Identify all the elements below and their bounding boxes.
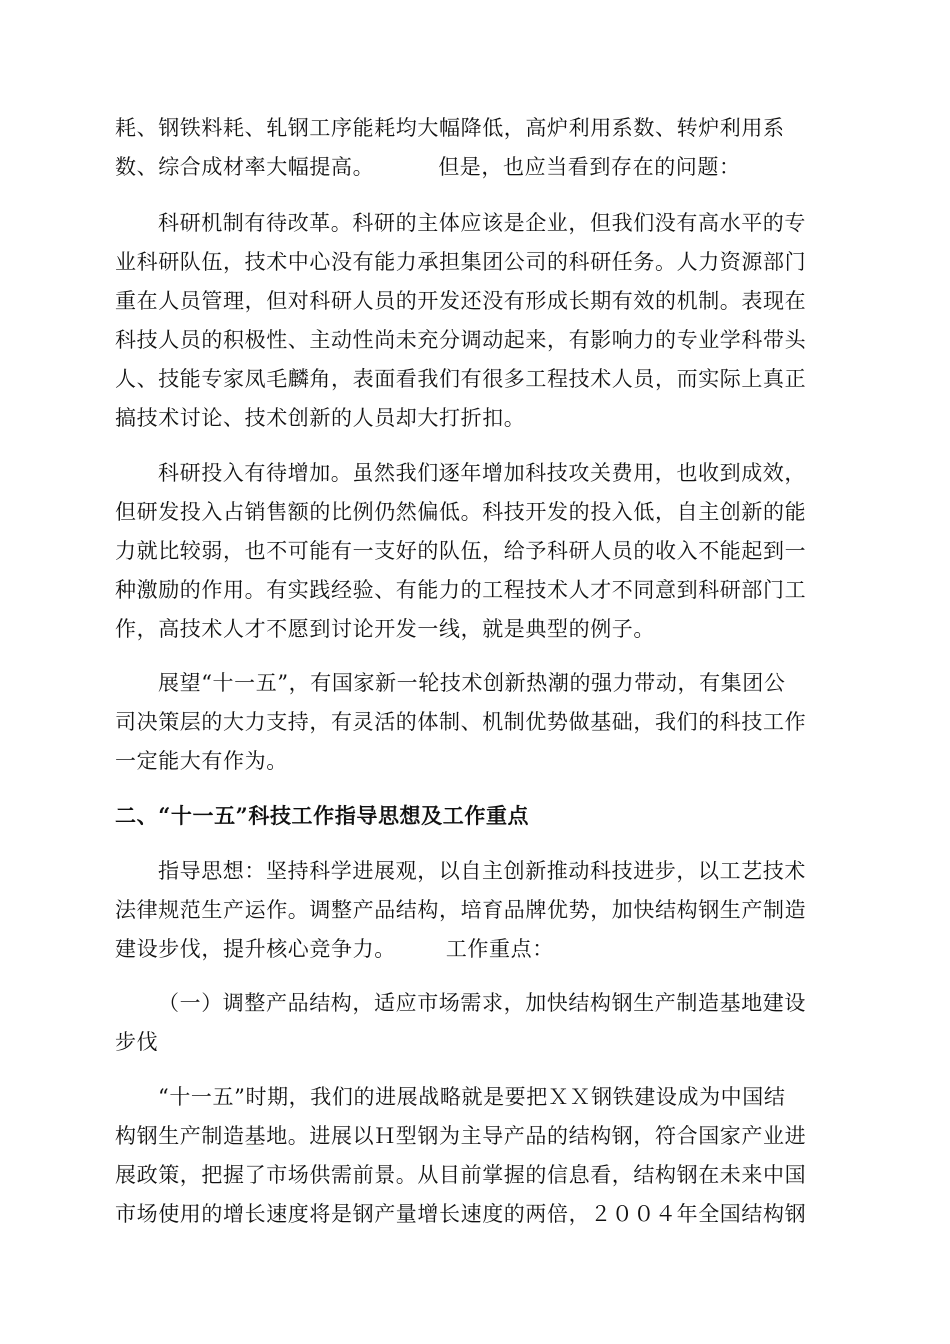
text-line: 但研发投入占销售额的比例仍然偏低。科技开发的投入低，自主创新的能 [115,500,807,524]
paragraph-start: 展望“十一五”，有国家新一轮技术创新热潮的强力带动，有集团公 [158,671,786,695]
text-line: 力就比较弱，也不可能有一支好的队伍，给予科研人员的收入不能起到一 [115,539,807,563]
subheading: （一）调整产品结构，适应市场需求，加快结构钢生产制造基地建设 [158,991,806,1015]
text-line: 法律规范生产运作。调整产品结构，培育品牌优势，加快结构钢生产制造 [115,898,807,922]
text-line: 种激励的作用。有实践经验、有能力的工程技术人才不同意到科研部门工 [115,578,807,602]
section-heading: 二、“十一五”科技工作指导思想及工作重点 [115,803,530,828]
text-line: 作，高技术人才不愿到讨论开发一线，就是典型的例子。 [115,617,655,641]
text-segment: 建设步伐，提升核心竞争力。 [115,937,396,961]
text-line: 市场使用的增长速度将是钢产量增长速度的两倍，２００４年全国结构钢 [115,1202,807,1226]
text-line: 科技人员的积极性、主动性尚未充分调动起来，有影响力的专业学科带头 [115,328,807,352]
text-line: 耗、钢铁料耗、轧钢工序能耗均大幅降低，高炉利用系数、转炉利用系 [115,116,785,140]
text-line: 步伐 [115,1030,159,1054]
paragraph-start: “十一五”时期，我们的进展战略就是要把ＸＸ钢铁建设成为中国结 [158,1085,786,1109]
text-segment: 但是，也应当看到存在的问题： [438,155,741,179]
text-line [115,149,835,185]
paragraph-start: 科研投入有待增加。虽然我们逐年增加科技攻关费用，也收到成效， [158,461,806,485]
text-segment: 工作重点： [445,937,554,961]
text-line: 重在人员管理，但对科研人员的开发还没有形成长期有效的机制。表现在 [115,289,807,313]
text-line: 人、技能专家凤毛麟角，表面看我们有很多工程技术人员，而实际上真正 [115,367,807,391]
text-line: 构钢生产制造基地。进展以Ｈ型钢为主导产品的结构钢，符合国家产业进 [115,1124,807,1148]
text-line [115,931,835,967]
text-segment: 数、综合成材率大幅提高。 [115,155,375,179]
text-line: 搞技术讨论、技术创新的人员却大打折扣。 [115,406,526,430]
text-line: 一定能大有作为。 [115,749,288,773]
text-line: 业科研队伍，技术中心没有能力承担集团公司的科研任务。人力资源部门 [115,250,807,274]
paragraph-start: 指导思想：坚持科学进展观，以自主创新推动科技进步，以工艺技术 [158,859,806,883]
text-line: 展政策，把握了市场供需前景。从目前掌握的信息看，结构钢在未来中国 [115,1163,807,1187]
paragraph-start: 科研机制有待改革。科研的主体应该是企业，但我们没有高水平的专 [158,211,806,235]
text-line: 司决策层的大力支持，有灵活的体制、机制优势做基础，我们的科技工作 [115,710,807,734]
